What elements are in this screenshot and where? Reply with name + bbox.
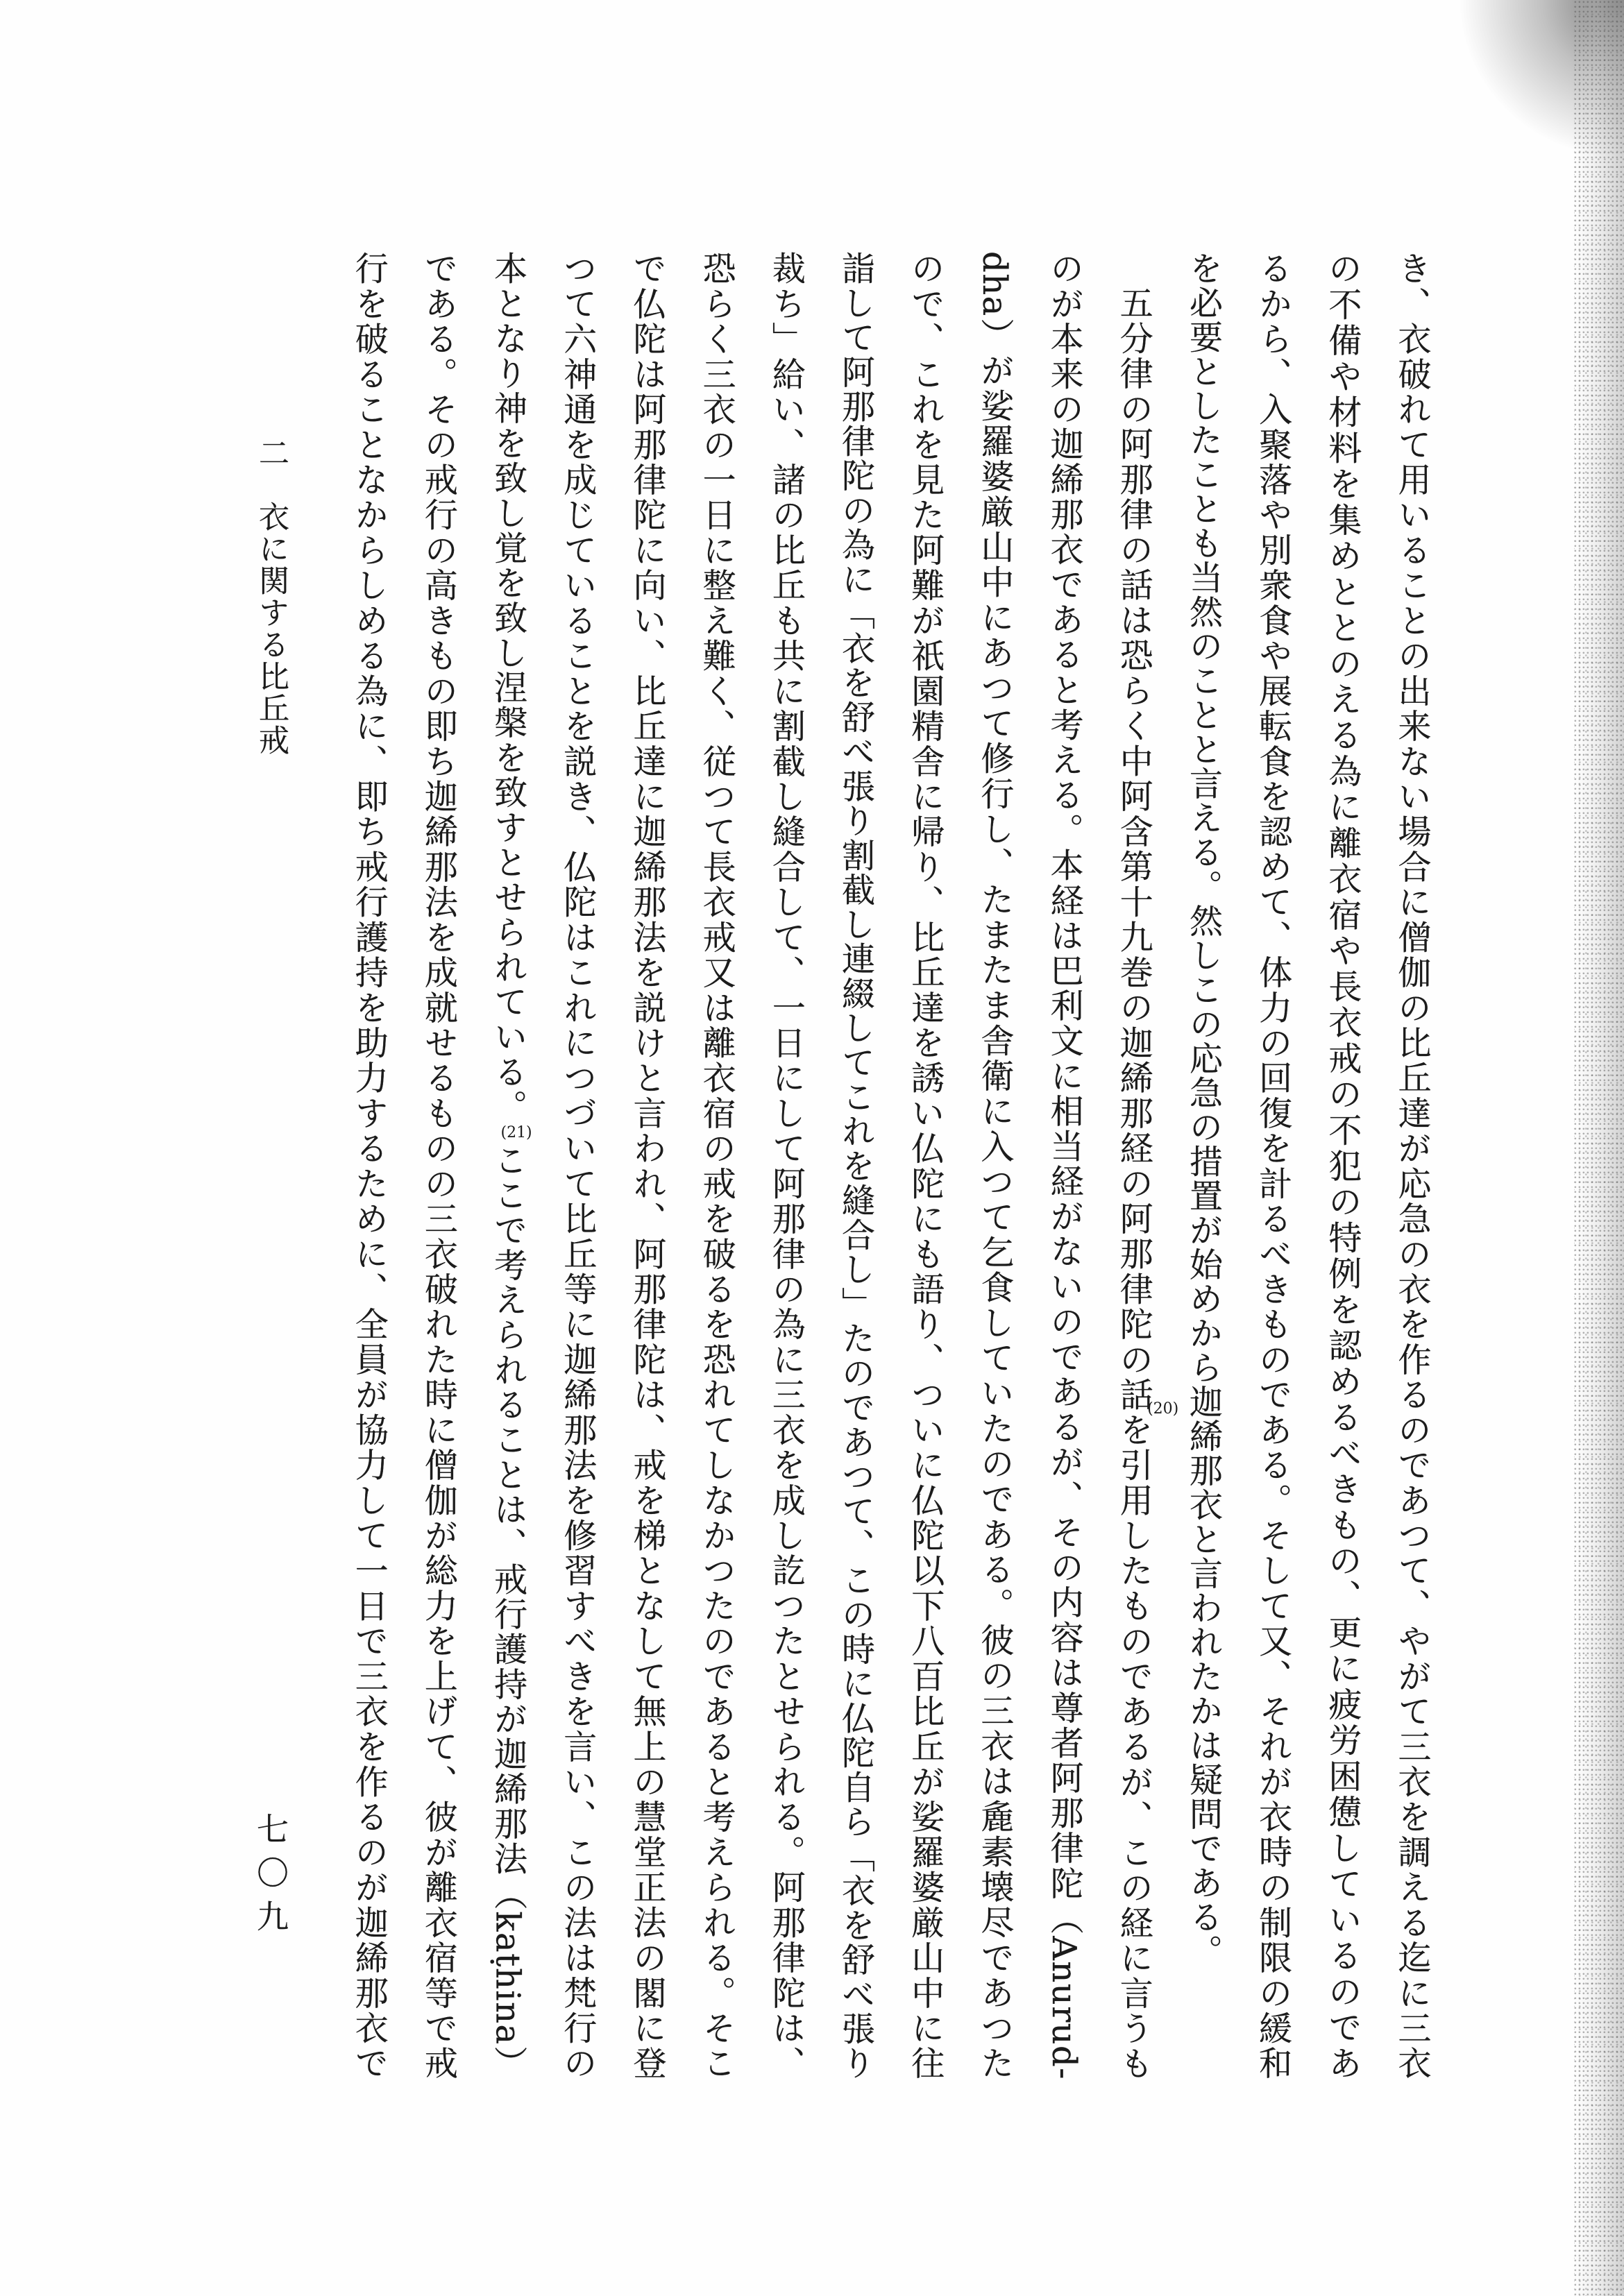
scan-edge-shadow — [1574, 0, 1624, 2296]
text-column-1: き、衣破れて用いることの出来ない場合に僧伽の比丘達が応急の衣を作るのであつて、やがて三衣を調える迄に三衣 — [1392, 251, 1431, 2080]
text-column-7: dha）が娑羅婆厳山中にあつて修行し、たまたま舎衛に入つて乞食していたのである。彼の三衣は麁素壊尽であつた — [974, 251, 1014, 2080]
text-column-14-part-2: ここで考えられることは、戒行護持が迦絺那法（kaṭhina） — [488, 1142, 527, 2081]
footnote-ref-20: (20) — [1147, 1400, 1179, 1418]
body-text — [334, 251, 1446, 2080]
text-column-2: の不備や材料を集めととのえる為に離衣宿や長衣戒の不犯の特例を認めるべきもの、更に疲労困憊しているのであ — [1322, 251, 1362, 2080]
text-column-16: 行を破ることなからしめる為に、即ち戒行護持を助力するために、全員が協力して一日で三衣を作るのが迦絺那衣で — [349, 251, 389, 2080]
text-column-4: を必要としたことも当然のことと言える。然しこの応急の措置が始めから迦絺那衣と言われたかは疑問である。 — [1183, 251, 1223, 1968]
running-header: 二 衣に関する比丘戒 — [253, 437, 289, 756]
text-column-6: のが本来の迦絺那衣であると考える。本経は巴利文に相当経がないのであるが、その内容は尊者阿那律陀（Anurud- — [1044, 251, 1084, 2080]
text-column-10: 裁ち」給い、諸の比丘も共に割截し縫合して、一日にして阿那律の為に三衣を成し訖つたとせられる。阿那律陀は、 — [766, 251, 806, 2081]
text-column-5-part-1: 五分律の阿那律の話は恐らく中阿含第十九巻の迦絺那経の阿那律陀の話 — [1114, 285, 1153, 1413]
footnote-ref-21: (21) — [500, 1124, 532, 1142]
text-column-5 — [1099, 251, 1179, 2081]
text-column-14 — [473, 251, 542, 2080]
text-column-12: で仏陀は阿那律陀に向い、比丘達に迦絺那法を説けと言われ、阿那律陀は、戒を梯となして無上の慧堂正法の閣に登 — [627, 251, 666, 2080]
text-column-13: つて六神通を成じていることを説き、仏陀はこれにつづいて比丘等に迦絺那法を修習すべきを言い、この法は梵行の — [557, 251, 597, 2080]
text-column-8: ので、これを見た阿難が祇園精舎に帰り、比丘達を誘い仏陀にも語り、ついに仏陀以下八百比丘が娑羅婆厳山中に往 — [905, 251, 945, 2080]
text-column-15: である。その戒行の高きもの即ち迦絺那法を成就せるものの三衣破れた時に僧伽が総力を上げて、彼が離衣宿等で戒 — [418, 251, 458, 2080]
page-number: 七〇九 — [252, 1812, 289, 1944]
text-column-3: るから、入聚落や別衆食や展転食を認めて、体力の回復を計るべきものである。そして又、それが衣時の制限の緩和 — [1253, 251, 1292, 2080]
text-column-11: 恐らく三衣の一日に整え難く、従つて長衣戒又は離衣宿の戒を破るを恐れてしなかつたのであると考えられる。そこ — [697, 251, 736, 2081]
text-column-14-part-1: 本となり神を致し覚を致し涅槃を致すとせられている。 — [488, 251, 527, 1125]
text-column-9: 詣して阿那律陀の為に「衣を舒べ張り割截し連綴してこれを縫合し」たのであつて、この時に仏陀自ら「衣を舒べ張り — [836, 251, 875, 2081]
text-column-5-part-2: を引用したものであるが、この経に言うも — [1114, 1412, 1153, 2081]
